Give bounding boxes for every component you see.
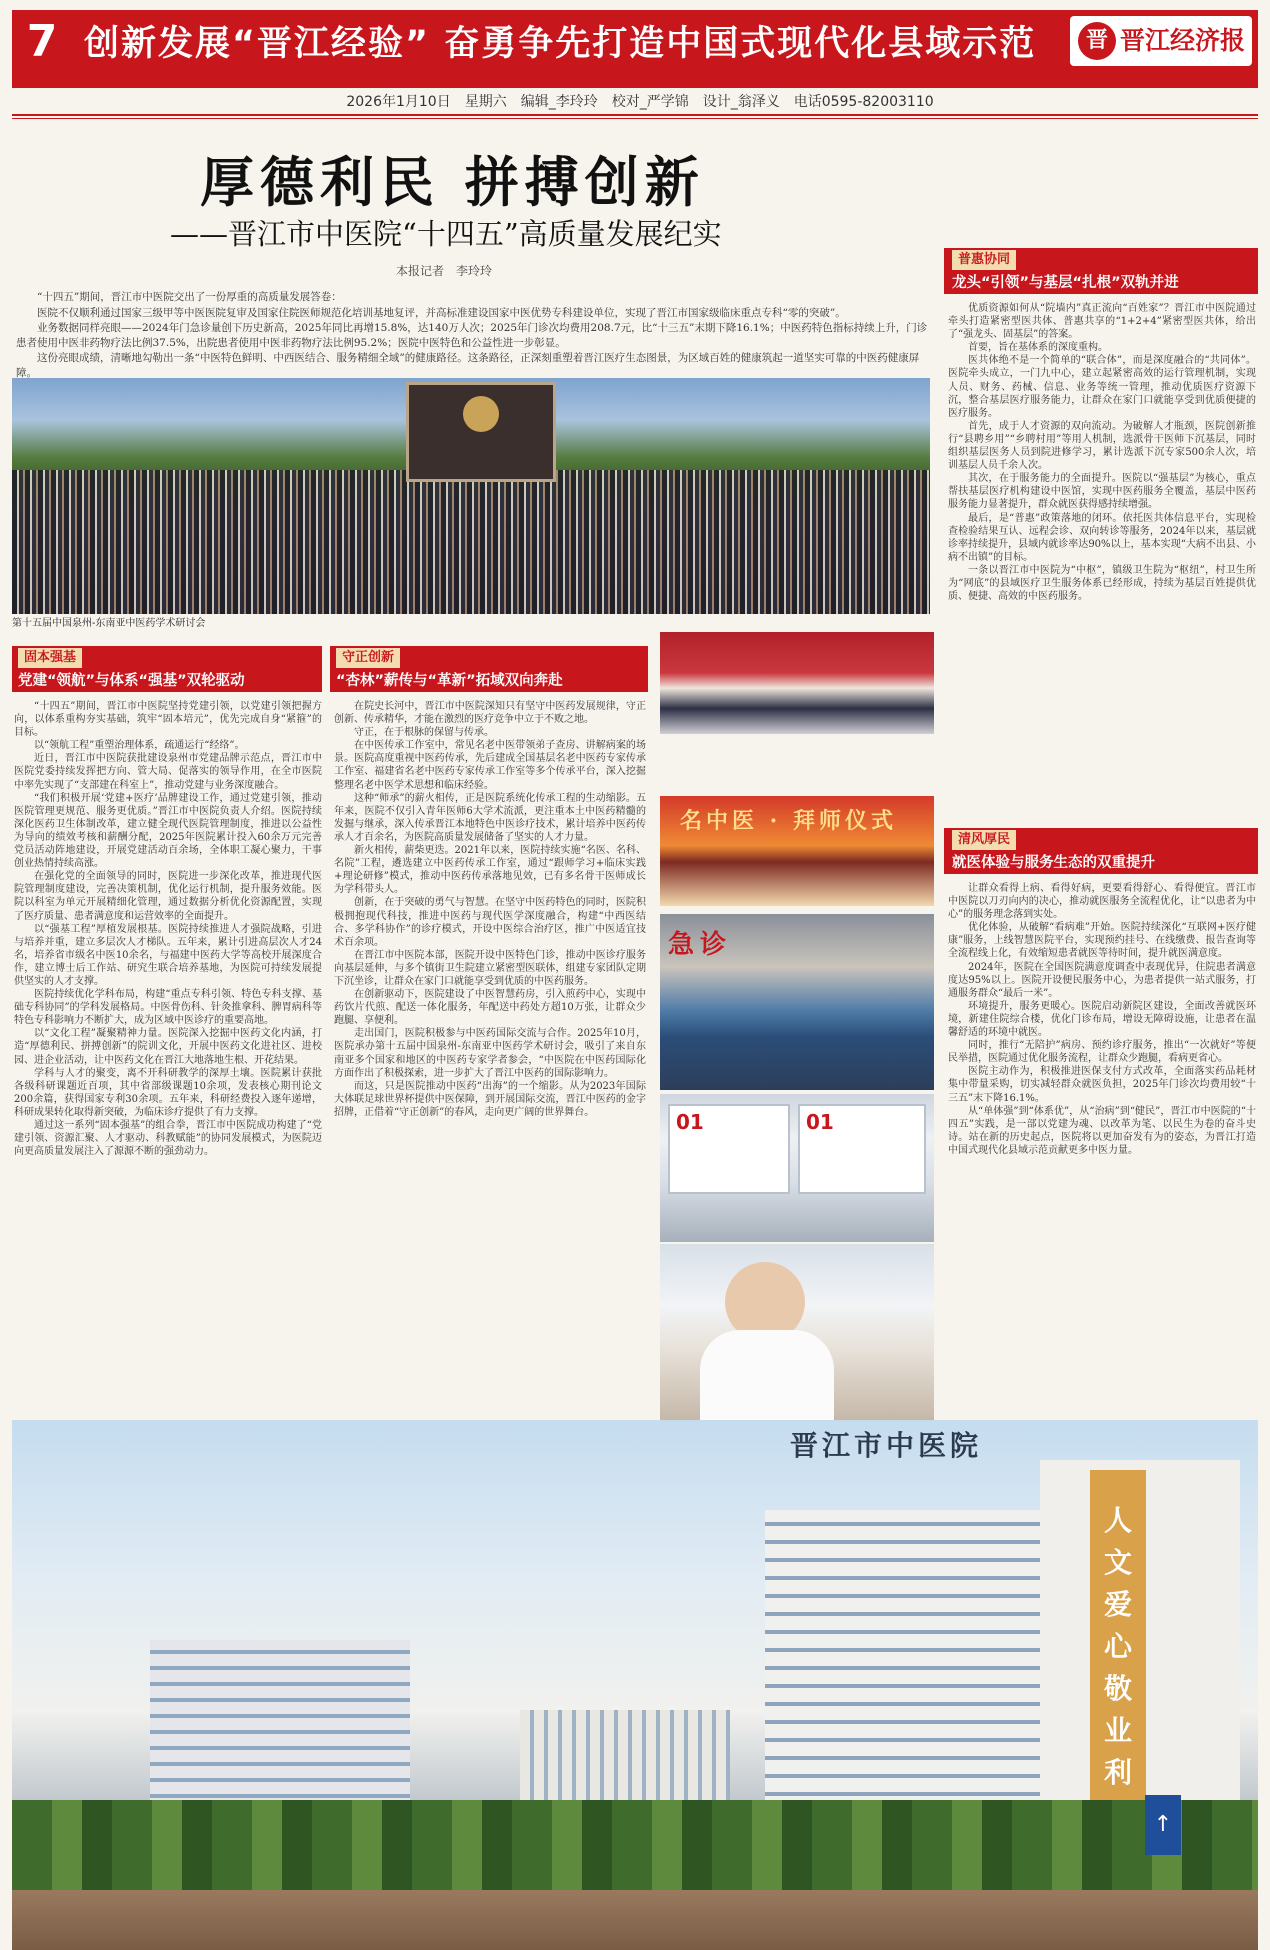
paragraph: 学科与人才的聚变，离不开科研教学的深厚土壤。医院累计获批各级科研课题近百项，其中省部级课题10余项，发表核心期刊论文200余篇，获得国家专利30余项。五年来，科研经费投入逐年递增，科研成果转化取得新突破，为临床诊疗提供了有力支撑。 [14,1067,322,1118]
building-slogan: 人文爱心敬业利 [1103,1504,1132,1789]
exhibit-number-a: 01 [676,1110,704,1134]
building-center [520,1710,730,1810]
paragraph: 让群众看得上病、看得好病，更要看得舒心、看得便宜。晋江市中医院以刀刃向内的决心，推动就医服务全流程优化，让“以患者为中心”的服务理念落到实处。 [948,883,1256,921]
paragraph: 以“文化工程”凝聚精神力量。医院深入挖掘中医药文化内涵，打造“厚德利民、拼搏创新”的院训文化，开展中医药文化进社区、进校园、进企业活动，让中医药文化在晋江大地落地生根、开花结果。 [14,1028,322,1066]
paragraph: 新火相传，薪柴更迭。2021年以来，医院持续实施“名医、名科、名院”工程，遴选建立中医药传承工作室，通过“跟师学习+临床实践+理论研修”模式，推动中医药传承落地见效，已有多名骨干医师成长为学科带头人。 [334,845,646,896]
paragraph: 医院主动作为，积极推进医保支付方式改革，全面落实药品耗材集中带量采购，切实减轻群众就医负担，2025年门诊次均费用较“十三五”末下降16.1%。 [948,1066,1256,1104]
paragraph: 优质资源如何从“院墙内”真正流向“百姓家”？晋江市中医院通过牵头打造紧密型医共体、普惠共享的“1+2+4”紧密型医共体，给出了“强龙头、固基层”的答案。 [948,303,1256,341]
header-rule-thin [12,118,1258,119]
paragraph: 2024年，医院在全国医院满意度调查中表现优异，住院患者满意度达95%以上。医院开设便民服务中心，为患者提供一站式服务，打通服务群众“最后一米”。 [948,961,1256,999]
intro-paragraph: 医院不仅顺利通过国家三级甲等中医医院复审及国家住院医师规范化培训基地复评，并高标准建设国家中医优势专科建设单位，实现了晋江市国家级临床重点专科“零的突破”。 [37,306,846,319]
paragraph: 近日，晋江市中医院获批建设泉州市党建品牌示范点，晋江市中医院党委持续发挥把方向、管大局、促落实的领导作用，在全市医院中率先实现了“支部建在科室上”，推动党建与业务深度融合。 [14,753,322,791]
photo-building-sign: 急诊 [668,930,733,960]
section-title-right-bottom: 就医体验与服务生态的双重提升 [952,855,1155,871]
section-title-middle: “杏林”薪传与“革新”拓域双向奔赴 [336,673,563,689]
building-left-wing [150,1640,410,1810]
column-middle [334,700,646,1412]
paragraph: 最后，是“普惠”政策落地的闭环。依托医共体信息平台，实现检查检验结果互认、远程会诊、双向转诊等服务，2024年以来，基层就诊率持续提升，县域内就诊率达90%以上，基本实现“大病不出县、小病不出镇”的目标。 [948,512,1256,563]
section-tag-left: 固本强基 [18,648,82,668]
paragraph: 一条以晋江市中医院为“中枢”，镇级卫生院为“枢纽”，村卫生所为“网底”的县域医疗卫生服务体系已经形成，持续为基层百姓提供优质、便捷、高效的中医药服务。 [948,564,1256,603]
newspaper-name: 晋江经济报 [1120,26,1246,55]
page-number: 7 [26,16,58,67]
monument-emblem-icon [463,396,499,432]
section-title-left: 党建“领航”与体系“强基”双轮驱动 [18,673,245,689]
section-tag-right-bottom: 清风厚民 [952,830,1016,850]
paragraph: 通过这一系列“固本强基”的组合拳，晋江市中医院成功构建了“党建引领、资源汇聚、人才驱动、科教赋能”的协同发展模式，为医院迈向更高质量发展注入了源源不断的强劲动力。 [14,1120,322,1158]
building-title-sign: 晋江市中医院 [790,1429,983,1462]
paragraph: 首先，成于人才资源的双向流动。为破解人才瓶颈，医院创新推行“县聘乡用”“乡聘村用”等用人机制，选派骨干医师下沉基层，同时组织基层医务人员到院进修学习，累计选派下沉专家500余人次，培训基层人员千余人次。 [948,420,1256,472]
paragraph: 创新，在于突破的勇气与智慧。在坚守中医药特色的同时，医院积极拥抱现代科技，推进中医药与现代医学深度融合，构建“中西医结合、多学科协作”的诊疗模式，开设中医综合治疗区，推广中医适宜技术百余项。 [334,897,646,948]
paragraph: 这种“师承”的薪火相传，正是医院系统化传承工程的生动缩影。五年来，医院不仅引入青年医师6大学术流派，更注重本土中医药精髓的发掘与继承，深入传承晋江本地特色中医诊疗技术，累计培养中医药传承人才百余名，为医院高质量发展储备了坚实的人才力量。 [334,792,646,843]
column-left [14,700,322,1412]
paragraph: 医共体绝不是一个简单的“联合体”，而是深度融合的“共同体”。医院牵头成立，一门九中心，建立起紧密高效的运行管理机制，实现人员、财务、药械、信息、业务等统一管理，推动优质医疗资源下沉，整合基层医疗服务能力，让群众在家门口就能享受到优质便捷的医疗服务。 [948,355,1256,419]
banner-title: 创新发展“晋江经验” 奋勇争先打造中国式现代化县域示范 [84,24,1037,64]
paragraph: 在晋江市中医院本部，医院开设中医特色门诊，推动中医诊疗服务向基层延伸，与多个镇街卫生院建立紧密型医联体，组建专家团队定期下沉坐诊，让群众在家门口就能享受到优质的中医药服务。 [334,949,646,987]
group-photo-crowd [12,470,930,614]
paragraph: 环境提升，服务更暖心。医院启动新院区建设，全面改善就医环境，新建住院综合楼，优化门诊布局，增设无障碍设施，让患者在温馨舒适的环境中就医。 [948,1000,1256,1039]
photo-ceremony [660,632,934,734]
paragraph: 在中医传承工作室中，常见名老中医带领弟子查房、讲解病案的场景。医院高度重视中医药传承，先后建成全国基层名老中医药专家传承工作室、福建省名老中医药专家传承工作室等多个传承平台，深入挖掘整理名老中医学术思想和临床经验。 [334,740,646,791]
intro-text [16,290,936,378]
column-right-bottom [948,882,1256,1410]
paragraph: 守正，在于根脉的保留与传承。 [354,727,494,739]
paragraph: 以“强基工程”厚植发展根基。医院持续推进人才强院战略，引进与培养并重，建立多层次人才梯队。五年来，累计引进高层次人才24名，培养省市级名中医10余名，与福建中医药大学等高校开展深度合作，建立博士后工作站、研究生联合培养基地，为医院可持续发展提供坚实的人才支撑。 [14,923,322,987]
doctor-coat [700,1330,834,1420]
byline: 本报记者 李玲玲 [396,264,493,278]
paragraph: 同时，推行“无陪护”病房、预约诊疗服务，推出“一次就好”等便民举措，医院通过优化服务流程，让群众少跑腿，看病更省心。 [948,1040,1256,1065]
trees-row [12,1800,1258,1890]
paragraph: 首要，旨在基体系的深度重构。 [968,342,1108,354]
paragraph: 以“领航工程”重塑治理体系，疏通运行“经络”。 [34,740,245,752]
up-arrow-icon: ↑ [1145,1795,1181,1855]
building-tower [765,1510,1045,1810]
photo-banner-text: 名中医 · 拜师仪式 [680,808,897,834]
headline: 厚德利民 拼搏创新 [200,150,705,214]
paragraph: 而这，只是医院推动中医药“出海”的一个缩影。从为2023年国际大体联足球世界杯提供中医保障，到开展国际交流，晋江中医药的金字招牌，正借着“守正创新”的春风，走向更广阔的世界舞台。 [334,1080,646,1118]
intro-paragraph: 这份亮眼成绩，清晰地勾勒出一条“中医特色鲜明、中西医结合、服务精细全域”的健康路径。这条路径，正深刻重塑着晋江医疗生态图景，为区域百姓的健康筑起一道坚实可靠的中医药健康屏障。 [16,352,920,378]
paragraph: 走出国门，医院积极参与中医药国际交流与合作。2025年10月，医院承办第十五届中国泉州-东南亚中医药学术研讨会，吸引了来自东南亚多个国家和地区的中医药专家学者参会，“中医院在中医药国际化方面作出了积极探索，进一步扩大了晋江中医药的国际影响力。 [334,1028,646,1079]
paragraph: 从“单体强”到“体系优”，从“治病”到“健民”，晋江市中医院的“十四五”实践，是一部以党建为魂、以改革为笔、以民生为卷的奋斗史诗。站在新的历史起点，医院将以更加奋发有为的姿态，为晋江打造中国式现代化县域示范贡献更多中医力量。 [948,1105,1256,1156]
column-right-top [948,302,1256,822]
road [12,1890,1258,1950]
section-tag-middle: 守正创新 [336,648,400,668]
paragraph: “十四五”期间，晋江市中医院坚持党建引领，以党建引领把握方向，以体系重构夯实基础，筑牢“固本培元”，优先完成自身“紧箍”的目标。 [14,701,322,739]
intro-paragraph: 业务数据同样亮眼——2024年门急诊量创下历史新高，2025年同比再增15.8%，达140万人次；2025年门诊次均费用208.7元，比“十三五”末期下降16.1%；中医药特色指标持续上升，门诊患者使用中医非药物疗法比例37.5%，出院患者使用中医非药物疗法比例95.2%；医院中医特色和公益性进一步彰显。 [16,322,928,349]
paragraph: 优化体验，从破解“看病难”开始。医院持续深化“互联网+医疗健康”服务，上线智慧医院平台，实现预约挂号、在线缴费、报告查询等全流程线上化，有效缩短患者就医等待时间，提升就医满意度。 [948,922,1256,960]
section-title-right-top: 龙头“引领”与基层“扎根”双轨并进 [952,275,1179,291]
paragraph: 在院史长河中，晋江市中医院深知只有坚守中医药发展规律，守正创新、传承精华，才能在激烈的医疗竞争中立于不败之地。 [334,701,646,726]
section-tag-right-top: 普惠协同 [952,250,1016,270]
paragraph: 其次，在于服务能力的全面提升。医院以“强基层”为核心，重点帮扶基层医疗机构建设中医馆，实现中医药服务全覆盖，基层中医药服务能力显著提升，群众就医获得感持续增强。 [948,473,1256,511]
photo-caption: 第十五届中国泉州-东南亚中医药学术研讨会 [12,618,206,629]
paragraph: 在强化党的全面领导的同时，医院进一步深化改革，推进现代医院管理制度建设，完善决策机制，优化运行机制，提升服务效能。医院以科室为单元开展精细化管理，通过数据分析优化资源配置，实现了医疗质量、患者满意度和运营效率的全面提升。 [14,871,322,922]
header-rule [12,114,1258,116]
paragraph: 医院持续优化学科布局，构建“重点专科引领、特色专科支撑、基础专科协同”的学科发展格局。中医骨伤科、针灸推拿科、脾胃病科等特色专科影响力不断扩大，成为区域中医诊疗的重要高地。 [14,989,322,1027]
dateline: 2026年1月10日 星期六 编辑_李玲玲 校对_严学锦 设计_翁泽义 电话0595-82003110 [346,94,934,110]
subheadline: ——晋江市中医院“十四五”高质量发展纪实 [170,217,722,251]
newspaper-logo-icon: 晋 [1078,22,1116,60]
exhibit-number-b: 01 [806,1110,834,1134]
paragraph: “我们积极开展‘党建+医疗’品牌建设工作，通过党建引领，推动医院管理更规范、服务更优质。”晋江市中医院负责人介绍。医院持续深化医药卫生体制改革，建立健全现代医院管理制度，推进以公益性为导向的绩效考核和薪酬分配，2025年医院累计投入60余万元完善党员活动阵地建设，开展党建活动百余场，全体职工凝心聚力，干事创业热情持续高涨。 [14,792,322,870]
paragraph: 在创新驱动下，医院建设了中医智慧药房，引入煎药中心，实现中药饮片代煎、配送一体化服务，年配送中药处方超10万张，让群众少跑腿、享便利。 [334,989,646,1027]
intro-paragraph: “十四五”期间，晋江市中医院交出了一份厚重的高质量发展答卷： [37,291,342,303]
